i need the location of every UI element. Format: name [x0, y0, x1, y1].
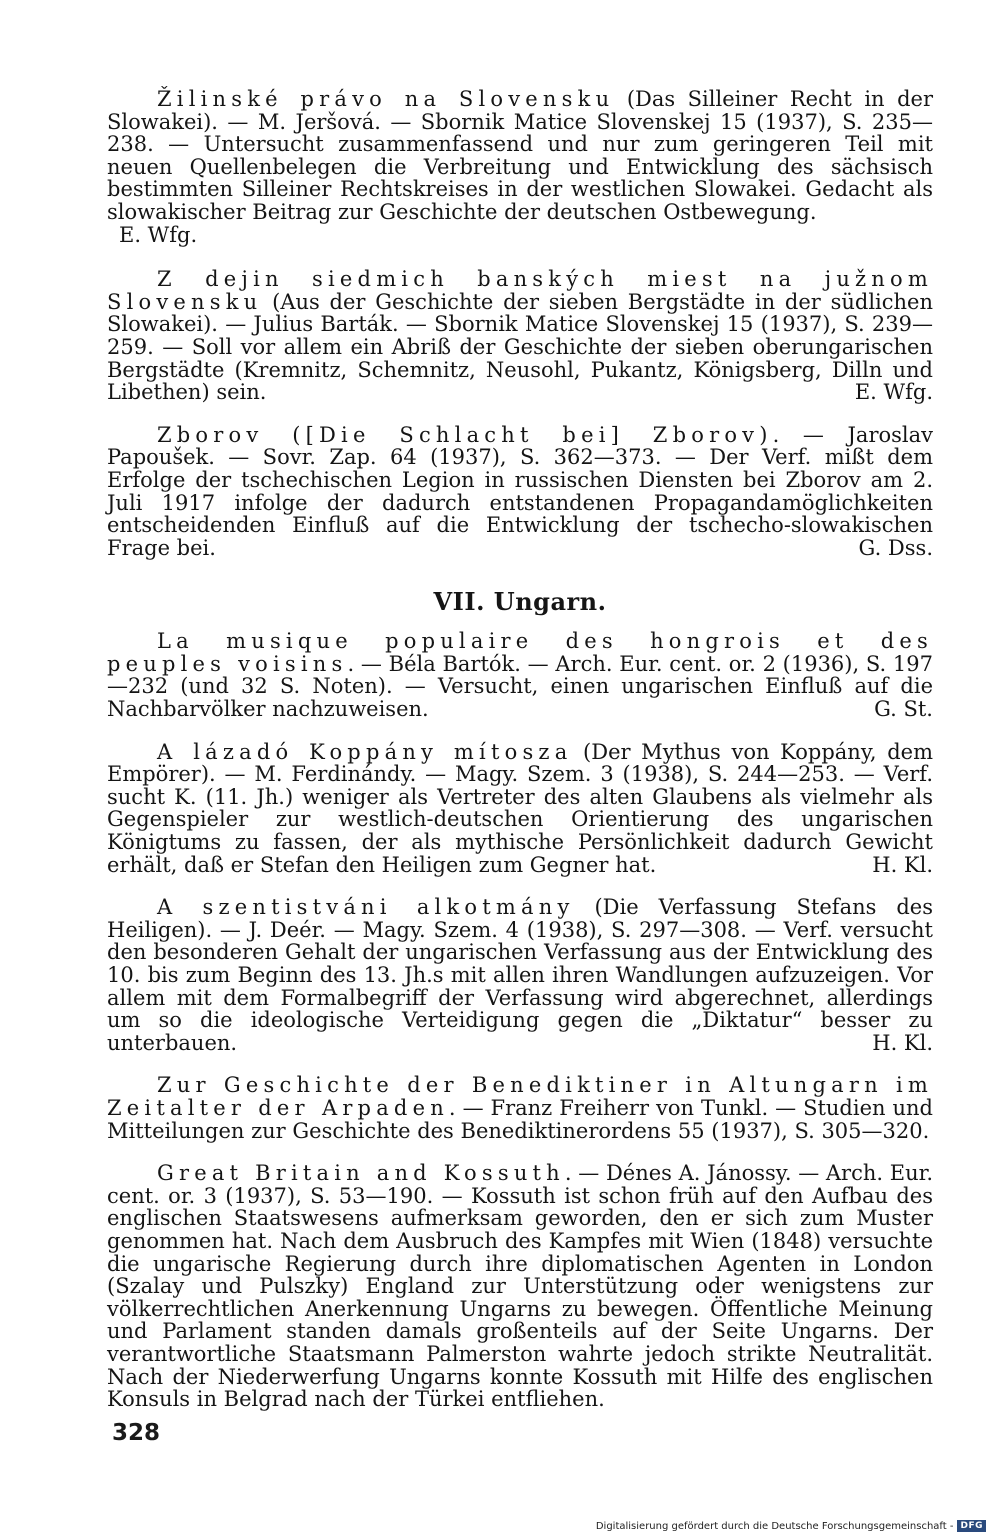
entry-signature: E. Wfg. [119, 222, 198, 247]
entry-title: A szentistváni alkotmány [157, 895, 575, 920]
entry-signature: G. Dss. [858, 535, 933, 560]
bibliography-entry [107, 741, 933, 877]
entry-title: Great Britain and Kossuth [157, 1161, 565, 1186]
page-number: 328 [112, 1420, 161, 1446]
bibliography-entry [107, 630, 933, 720]
dfg-logo-icon: DFG [957, 1520, 986, 1532]
entry-title: Zborov ([Die Schlacht bei] Zborov) [157, 422, 773, 447]
entry-body: . — Franz Freiherr von Tunkl. — Studien und Mitteilungen zur Geschichte des Benediktinerordens 55 (1937), S. 305—320. [107, 1095, 933, 1143]
entry-body: . — Béla Bartók. — Arch. Eur. cent. or. 2 (1936), S. 197—232 (und 32 S. Noten). — Versucht, einen ungarischen Einfluß auf die Nachbarvölker nachzuweisen. [107, 651, 934, 722]
entry-title: A lázadó Koppány mítosza [157, 739, 573, 764]
entry-signature: H. Kl. [872, 1030, 933, 1055]
entry-signature: H. Kl. [872, 852, 933, 877]
bibliography-entry [107, 896, 933, 1054]
bibliography-entry [107, 268, 933, 404]
section-heading: VII. Ungarn. [433, 587, 607, 617]
entry-title: La musique populaire des hongrois et des peuples voisins [107, 629, 933, 676]
entry-title: Zur Geschichte der Benediktiner in Altungarn im Zeitalter der Arpaden [107, 1073, 933, 1120]
bibliography-entry [107, 1162, 933, 1411]
entry-body: . — Dénes A. Jánossy. — Arch. Eur. cent. or. 3 (1937), S. 53—190. — Kossuth ist schon früh auf den Aufbau des englischen Staatswesens aufmerksam geworden, den er sich zum Muster genommen hat. Nach dem Ausbruch des Kampfes mit Wien (1848) versuchte die ungarische Regierung durch ihre diplomatischen Agenten in London (Szalay und Pulszky) England zur Unterstützung oder wenigstens zur völkerrechtlichen Anerkennung Ungarns zu bewegen. Öffentliche Meinung und Parlament standen damals großenteils auf der Seite Ungarns. Der verantwortliche Staatsmann Palmerston wahrte jedoch strikte Neutralität. Nach der Niederwerfung Ungarns konnte Kossuth mit Hilfe des englischen Konsuls in Belgrad nach der Türkei entfliehen. [107, 1161, 933, 1412]
entry-signature: G. St. [874, 697, 933, 722]
entry-body: (Das Silleiner Recht in der Slowakei). — M. Jeršová. — Sbornik Matice Slovenskej 15 (1937), S. 235—238. — Untersucht zusammenfassend und nur zum geringeren Teil mit neuen Quellenbelegen die Verbreitung und Entwicklung des sächsisch bestimmten Silleiner Rechtskreises in der westlichen Slowakei. Gedacht als slowakischer Beitrag zur Geschichte der deutschen Ostbewegung. [107, 87, 933, 224]
entry-body: (Aus der Geschichte der sieben Bergstädte in der südlichen Slowakei). — Julius Barták. — Sbornik Matice Slovenskej 15 (1937), S. 239—259. — Soll vor allem ein Abriß der Geschichte der sieben oberungarischen Bergstädte (Kremnitz, Schemnitz, Neusohl, Pukantz, Königsberg, Dilln und Libethen) sein. [107, 289, 933, 405]
digitization-footer [596, 1520, 986, 1532]
entry-body: . — Jaroslav Papoušek. — Sovr. Zap. 64 (1937), S. 362—373. — Der Verf. mißt dem Erfolge der tschechischen Legion in russischen Diensten bei Zborov am 2. Juli 1917 infolge der dadurch entstandenen Propagandamöglichkeiten entscheidenden Einfluß auf die Entwicklung der tschecho-slowakischen Frage bei. [107, 422, 933, 560]
footer-text: Digitalisierung gefördert durch die Deutsche Forschungsgemeinschaft - [595, 1520, 954, 1532]
bibliography-entry [107, 1074, 933, 1142]
entry-body: (Der Mythus von Koppány, dem Empörer). — M. Ferdinándy. — Magy. Szem. 3 (1938), S. 244—253. — Verf. sucht K. (11. Jh.) weniger als Vertreter des alten Glaubens als vielmehr als Gegenspieler zur westlich-deutschen Orientierung des ungarischen Königtums zu fassen, der als mythische Persönlichkeit dadurch Gewicht erhält, daß er Stefan den Heiligen zum Gegner hat. [107, 739, 933, 877]
entry-title: Z dejin siedmich banských miest na južnom Slovensku [107, 267, 933, 314]
bibliography-entry [107, 424, 933, 560]
entry-title: Žilinské právo na Slovensku [157, 87, 615, 111]
page-content [107, 88, 933, 1431]
bibliography-entry [107, 88, 933, 246]
entry-body: (Die Verfassung Stefans des Heiligen). — J. Deér. — Magy. Szem. 4 (1938), S. 297—308. — Verf. versucht den besonderen Gehalt der ungarischen Verfassung aus der Entwicklung des 10. bis zum Beginn des 13. Jh.s mit allen ihren Wandlungen aufzuzeigen. Vor allem mit dem Formalbegriff der Verfassung wird abgerechnet, allerdings um so die ideologische Verteidigung gegen die „Diktatur“ besser zu unterbauen. [107, 895, 933, 1055]
entry-signature: E. Wfg. [854, 380, 933, 405]
